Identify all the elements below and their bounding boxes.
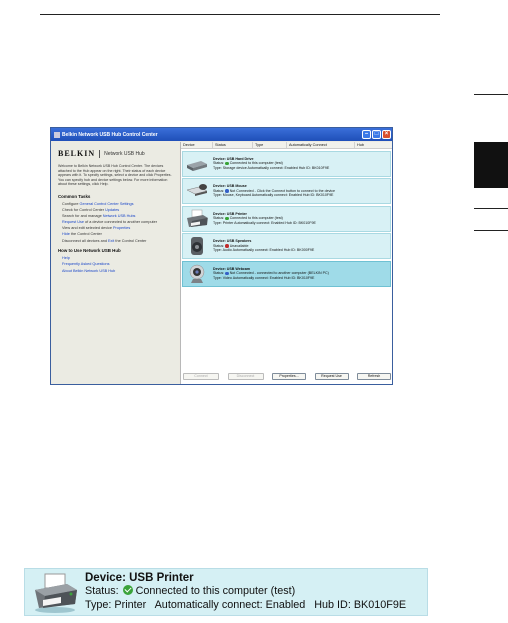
- page-top-rule: [40, 14, 440, 15]
- common-task-item: [62, 220, 173, 225]
- device-list-pane: [180, 142, 392, 384]
- device-info: [213, 212, 316, 225]
- device-name: Device: USB Speakers: [213, 239, 252, 244]
- brand-header: [58, 149, 173, 158]
- task-text: Check for Control Center: [62, 207, 106, 212]
- column-type[interactable]: Type: [253, 142, 287, 148]
- task-text: Configure: [62, 201, 80, 206]
- column-hub[interactable]: Hub: [357, 143, 364, 147]
- side-rule: [474, 208, 508, 209]
- close-button[interactable]: ×: [382, 130, 391, 139]
- mouse-icon: [185, 180, 209, 202]
- how-to-heading: How to Use Network USB Hub: [58, 248, 121, 254]
- task-text: of a device connected to another computer: [83, 220, 157, 225]
- common-task-item: [62, 208, 173, 213]
- zoom-details: Type: Printer Automatically connect: Enabled Hub ID: BK010F9E: [85, 598, 407, 611]
- zoom-status-label: Status:: [85, 585, 119, 598]
- device-name: Device: USB Printer: [213, 211, 247, 216]
- printer-icon: [185, 208, 209, 230]
- device-details: Type: Video Automatically connect: Enabled Hub ID: BK010F9E: [213, 275, 315, 280]
- device-details: Type: Printer Automatically connect: Enabled Hub ID: BK010F9E: [213, 220, 316, 225]
- status-dot-icon: [225, 244, 229, 248]
- device-status: Status: Connected to this computer (test): [213, 161, 283, 166]
- minimize-button[interactable]: –: [362, 130, 371, 139]
- device-status: Status: Not Connected - Click the Connect button to connect to the device: [213, 188, 335, 193]
- device-status: Status: Connected to this computer (test): [213, 216, 283, 221]
- zoom-status-value: Connected to this computer (test): [135, 585, 296, 598]
- task-pane: [52, 142, 179, 384]
- device-info: [213, 184, 335, 197]
- disconnect-button[interactable]: Disconnect: [228, 373, 264, 380]
- status-dot-icon: [225, 162, 229, 166]
- device-info: [213, 239, 314, 252]
- device-info: [213, 267, 329, 280]
- status-text: Unavailable: [229, 243, 249, 248]
- printer-detail-text: [85, 572, 406, 613]
- welcome-text: Welcome to Belkin Network USB Hub Control Center. The devices attached to the Hub appear on the right. Their status of each device appears with it. To specify settings, select a device and click Properties. You can specify hub and device settings below. For more information about these settings, click Help.: [58, 164, 172, 186]
- task-link[interactable]: Exit: [108, 238, 115, 243]
- webcam-icon: [185, 263, 209, 285]
- zoom-device-name: Device: USB Printer: [85, 571, 194, 584]
- status-text: Not Connected - Click the Connect button to connect to the device: [229, 188, 335, 193]
- belkin-logo: BELKIN: [58, 149, 96, 158]
- device-details: Type: Mouse, Keyboard Automatically connect: Enabled Hub ID: BK010F9E: [213, 193, 334, 198]
- task-link[interactable]: Request Use: [62, 220, 84, 225]
- task-link[interactable]: General Control Center Settings: [79, 201, 134, 206]
- title-bar[interactable]: [51, 128, 392, 141]
- device-status: Status: Not Connected - connected to another computer (BELKIN PC): [213, 271, 329, 276]
- column-device[interactable]: Device: [181, 142, 213, 148]
- status-text: Connected to this computer (test): [229, 216, 283, 221]
- common-task-item: [62, 214, 173, 219]
- common-task-item: [62, 202, 173, 207]
- speaker-icon: [185, 235, 209, 257]
- request-use-button[interactable]: Request Use: [315, 373, 349, 380]
- help-link[interactable]: Frequently Asked Questions: [62, 262, 110, 267]
- control-center-window: [50, 127, 393, 385]
- how-to-list: [58, 256, 173, 273]
- task-link[interactable]: Updates: [105, 207, 120, 212]
- task-text: the Control Center: [69, 232, 102, 237]
- common-task-item: [62, 239, 173, 244]
- device-name: Device: USB Mouse: [213, 184, 247, 189]
- device-name: Device: USB Hard Drive: [213, 156, 254, 161]
- task-link[interactable]: Network USB Hubs: [102, 213, 136, 218]
- status-dot-icon: [225, 217, 229, 221]
- task-text: View and edit selected device: [62, 226, 114, 231]
- device-row[interactable]: [182, 206, 391, 232]
- zoom-status-line: [85, 585, 406, 599]
- refresh-button[interactable]: Refresh: [357, 373, 391, 380]
- printer-detail-zoom: [24, 568, 428, 616]
- task-link[interactable]: Hide: [62, 232, 70, 237]
- connect-button[interactable]: Connect: [183, 373, 219, 380]
- column-header: [181, 142, 392, 149]
- product-name: Network USB Hub: [104, 150, 145, 157]
- device-name: Device: USB Webcam: [213, 266, 251, 271]
- column-status[interactable]: Status: [213, 142, 253, 148]
- task-text: Search for and manage: [62, 213, 103, 218]
- chapter-tab: [474, 142, 508, 188]
- status-text: Connected to this computer (test): [229, 161, 283, 166]
- task-text: the Control Center: [114, 238, 147, 243]
- device-row[interactable]: [182, 261, 391, 287]
- task-text: Disconnect all devices and: [62, 238, 109, 243]
- app-icon: [54, 132, 60, 138]
- status-dot-icon: [225, 272, 229, 276]
- device-details: Type: Audio Automatically connect: Enabled Hub ID: BK000F9E: [213, 248, 315, 253]
- side-rule: [474, 94, 508, 95]
- window-title: Belkin Network USB Hub Control Center: [62, 131, 158, 138]
- device-details: Type: Storage device Automatically connect: Enabled Hub ID: BK010F9E: [213, 165, 330, 170]
- common-task-item: [62, 232, 173, 237]
- status-text: Not Connected - connected to another computer (BELKIN PC): [229, 271, 329, 276]
- common-tasks-heading: Common Tasks: [58, 193, 91, 199]
- device-row[interactable]: [182, 178, 391, 204]
- device-list: [181, 151, 392, 287]
- brand-divider: [99, 150, 100, 158]
- connected-check-icon: [123, 585, 133, 595]
- side-rule: [474, 230, 508, 231]
- action-buttons: [181, 373, 393, 380]
- common-tasks-list: [58, 202, 173, 244]
- status-dot-icon: [225, 189, 229, 193]
- hard-drive-icon: [185, 153, 209, 175]
- device-status: Status: Unavailable: [213, 243, 249, 248]
- column-auto-connect[interactable]: Automatically Connect: [287, 142, 355, 148]
- properties-button[interactable]: Properties...: [272, 373, 306, 380]
- device-row[interactable]: [182, 151, 391, 177]
- maximize-button[interactable]: □: [372, 130, 381, 139]
- device-info: [213, 157, 329, 170]
- help-link[interactable]: Help: [62, 256, 70, 261]
- device-row[interactable]: [182, 233, 391, 259]
- help-link[interactable]: About Belkin Network USB Hub: [62, 268, 116, 273]
- common-task-item: [62, 226, 173, 231]
- task-link[interactable]: Properties: [113, 226, 131, 231]
- printer-icon: [31, 570, 79, 614]
